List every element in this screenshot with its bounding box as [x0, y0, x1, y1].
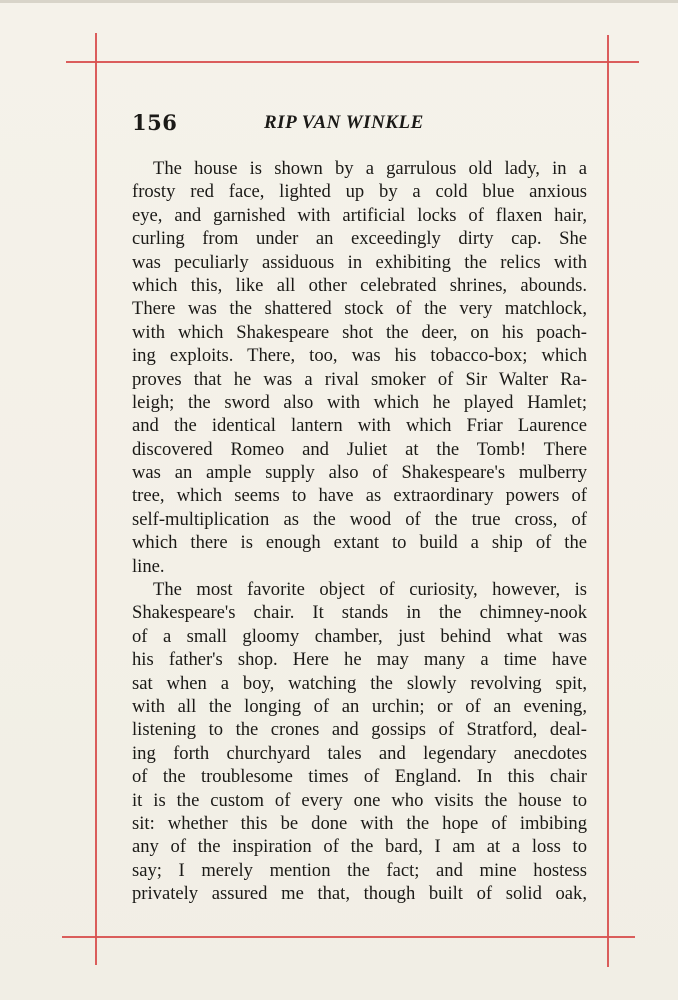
page-header [132, 110, 587, 140]
text-line: with which Shakespeare shot the deer, on his poach- [132, 321, 587, 343]
text-line: curling from under an exceedingly dirty cap. She [132, 228, 587, 250]
body-text [132, 157, 587, 906]
text-line: it is the custom of every one who visits the house to [132, 789, 587, 811]
text-line: discovered Romeo and Juliet at the Tomb! There [132, 438, 587, 460]
text-line: proves that he was a rival smoker of Sir Walter Ra- [132, 368, 587, 390]
text-line: Shakespeare's chair. It stands in the chimney-nook [132, 602, 587, 624]
text-line: and the identical lantern with which Friar Laurence [132, 415, 587, 437]
text-line: ing exploits. There, too, was his tobacco-box; which [132, 345, 587, 367]
text-line: tree, which seems to have as extraordinary powers of [132, 485, 587, 507]
text-line: was an ample supply also of Shakespeare's mulberry [132, 462, 587, 484]
text-line: of the troublesome times of England. In this chair [132, 766, 587, 788]
text-line: privately assured me that, though built of solid oak, [132, 883, 587, 905]
text-line: his father's shop. Here he may many a time have [132, 649, 587, 671]
text-line: leigh; the sword also with which he played Hamlet; [132, 391, 587, 413]
text-line: eye, and garnished with artificial locks of flaxen hair, [132, 204, 587, 226]
text-line: which there is enough extant to build a ship of the [132, 532, 587, 554]
text-line: line. [132, 555, 165, 577]
text-line: ing forth churchyard tales and legendary anecdotes [132, 742, 587, 764]
border-rule-bottom [62, 936, 635, 938]
border-rule-right [607, 35, 609, 967]
text-line: with all the longing of an urchin; or of an evening, [132, 695, 587, 717]
border-rule-top [66, 61, 639, 63]
text-line: self-multiplication as the wood of the true cross, of [132, 508, 587, 530]
text-line: of a small gloomy chamber, just behind what was [132, 625, 587, 647]
page-number: 156 [132, 110, 178, 135]
text-line: which this, like all other celebrated shrines, abounds. [132, 274, 587, 296]
text-line: was peculiarly assiduous in exhibiting the relics with [132, 251, 587, 273]
text-line: listening to the crones and gossips of Stratford, deal- [132, 719, 587, 741]
running-title: RIP VAN WINKLE [264, 112, 424, 133]
text-line: The most favorite object of curiosity, however, is [153, 579, 587, 601]
text-line: sat when a boy, watching the slowly revolving spit, [132, 672, 587, 694]
text-line: There was the shattered stock of the very matchlock, [132, 298, 587, 320]
text-line: say; I merely mention the fact; and mine hostess [132, 859, 587, 881]
border-rule-left [95, 33, 97, 965]
text-line: sit: whether this be done with the hope of imbibing [132, 812, 587, 834]
text-line: any of the inspiration of the bard, I am at a loss to [132, 836, 587, 858]
text-line: The house is shown by a garrulous old lady, in a [153, 158, 587, 179]
text-line: frosty red face, lighted up by a cold blue anxious [132, 181, 587, 203]
page-top-edge [0, 0, 678, 3]
